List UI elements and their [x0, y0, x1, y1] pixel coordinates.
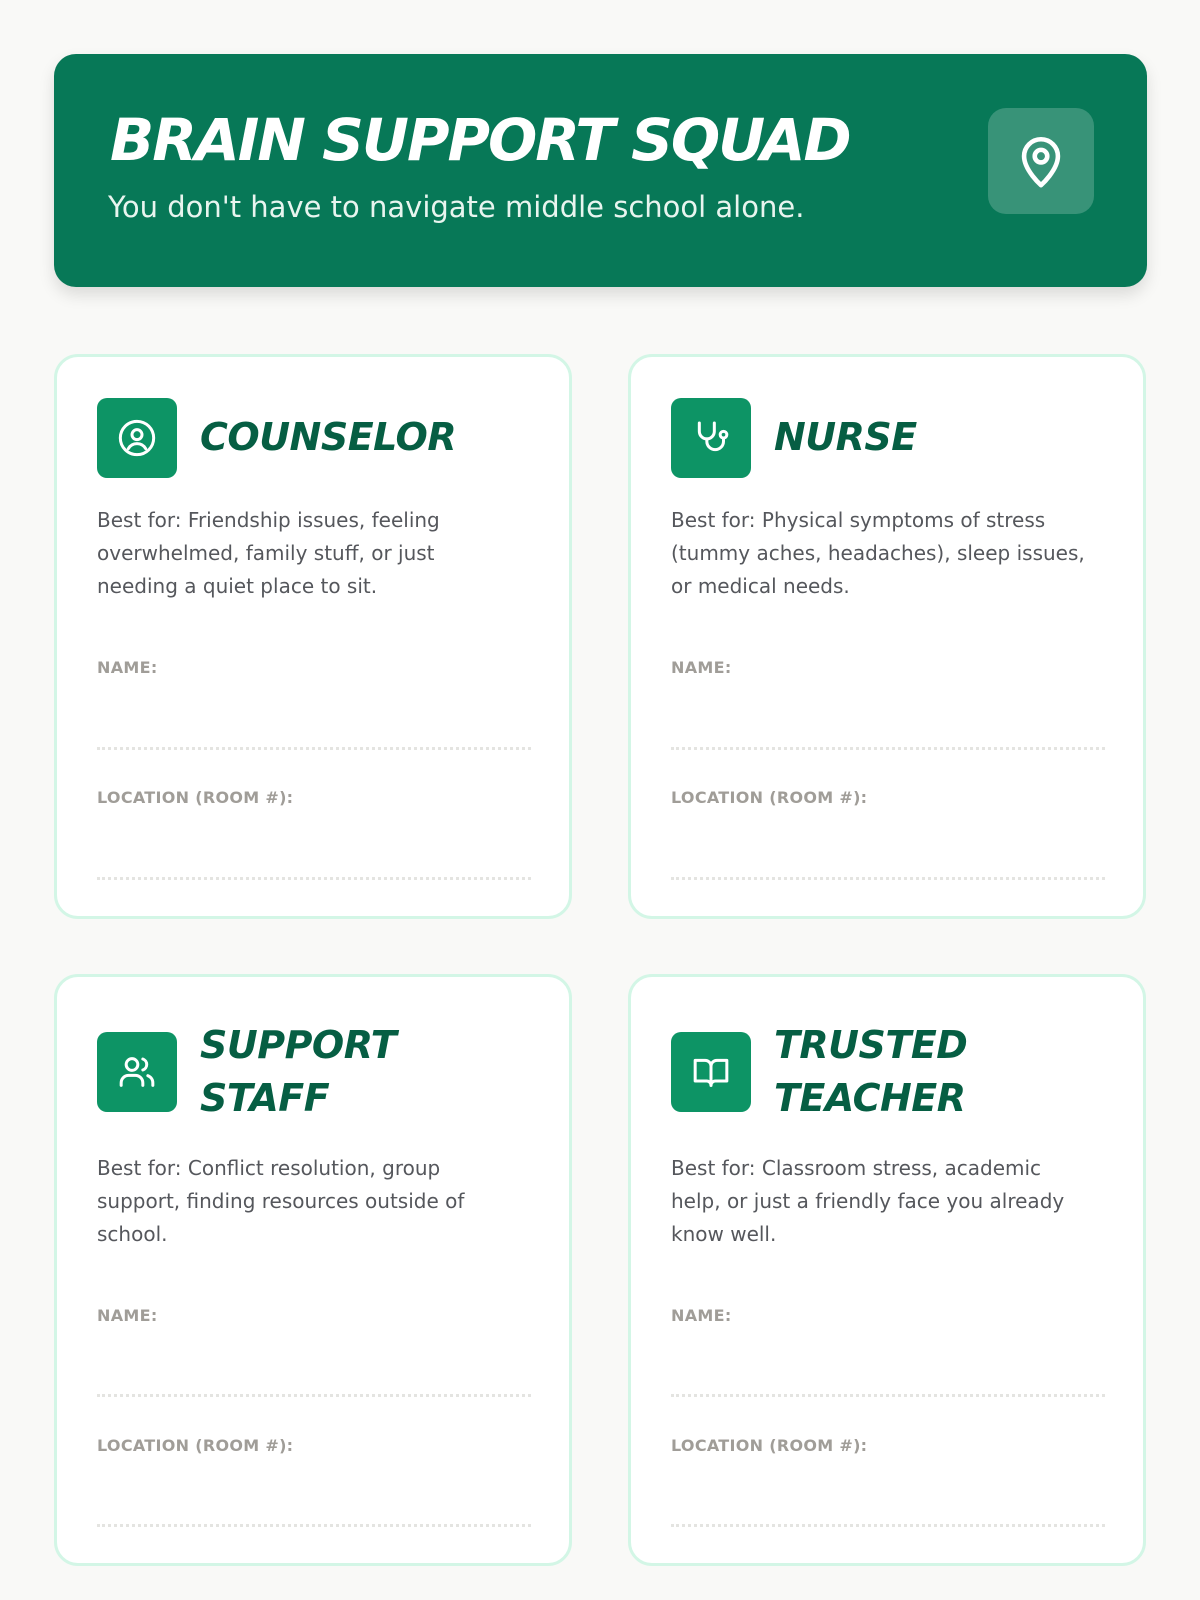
book-open-icon	[691, 1052, 731, 1092]
name-label: NAME:	[671, 658, 732, 677]
card-icon-box	[97, 398, 177, 478]
card-title-line: SUPPORT	[200, 1023, 397, 1067]
card-title	[774, 411, 917, 464]
card-trusted-teacher	[628, 974, 1146, 1566]
location-field[interactable]	[671, 877, 1105, 880]
card-title-line: COUNSELOR	[200, 415, 457, 459]
page-subtitle: You don't have to navigate middle school alone.	[108, 190, 805, 224]
card-counselor	[54, 354, 572, 919]
card-title	[200, 411, 456, 464]
card-title	[200, 1019, 396, 1125]
card-description: Best for: Physical symptoms of stress (tummy aches, headaches), sleep issues, or medical needs.	[671, 508, 1085, 598]
name-label: NAME:	[671, 1306, 732, 1325]
user-circle-icon	[117, 418, 157, 458]
card-icon-box	[671, 1032, 751, 1112]
card-description: Best for: Friendship issues, feeling overwhelmed, family stuff, or just needing a quiet place to sit.	[97, 508, 440, 598]
name-field[interactable]	[97, 1394, 531, 1397]
card-nurse	[628, 354, 1146, 919]
card-support-staff	[54, 974, 572, 1566]
card-description: Best for: Classroom stress, academic help, or just a friendly face you already know well.	[671, 1156, 1065, 1246]
location-field[interactable]	[97, 1524, 531, 1527]
name-label: NAME:	[97, 658, 158, 677]
card-icon-box	[97, 1032, 177, 1112]
card-title-line: TRUSTED	[774, 1023, 968, 1067]
location-label: LOCATION (ROOM #):	[671, 1436, 868, 1455]
name-field[interactable]	[671, 1394, 1105, 1397]
name-field[interactable]	[671, 747, 1105, 750]
location-label: LOCATION (ROOM #):	[671, 788, 868, 807]
location-label: LOCATION (ROOM #):	[97, 788, 294, 807]
name-label: NAME:	[97, 1306, 158, 1325]
location-label: LOCATION (ROOM #):	[97, 1436, 294, 1455]
stethoscope-icon	[691, 418, 731, 458]
card-title-line: STAFF	[200, 1076, 330, 1120]
card-title-line: TEACHER	[774, 1076, 966, 1120]
page-title: BRAIN SUPPORT SQUAD	[110, 106, 850, 174]
card-title-line: NURSE	[774, 415, 917, 459]
card-title	[774, 1019, 967, 1125]
users-icon	[117, 1052, 157, 1092]
location-field[interactable]	[671, 1524, 1105, 1527]
card-description: Best for: Conflict resolution, group support, finding resources outside of school.	[97, 1156, 465, 1246]
location-field[interactable]	[97, 877, 531, 880]
name-field[interactable]	[97, 747, 531, 750]
map-pin-icon	[1012, 130, 1070, 192]
header-banner	[54, 54, 1147, 287]
location-badge	[988, 108, 1094, 214]
card-icon-box	[671, 398, 751, 478]
